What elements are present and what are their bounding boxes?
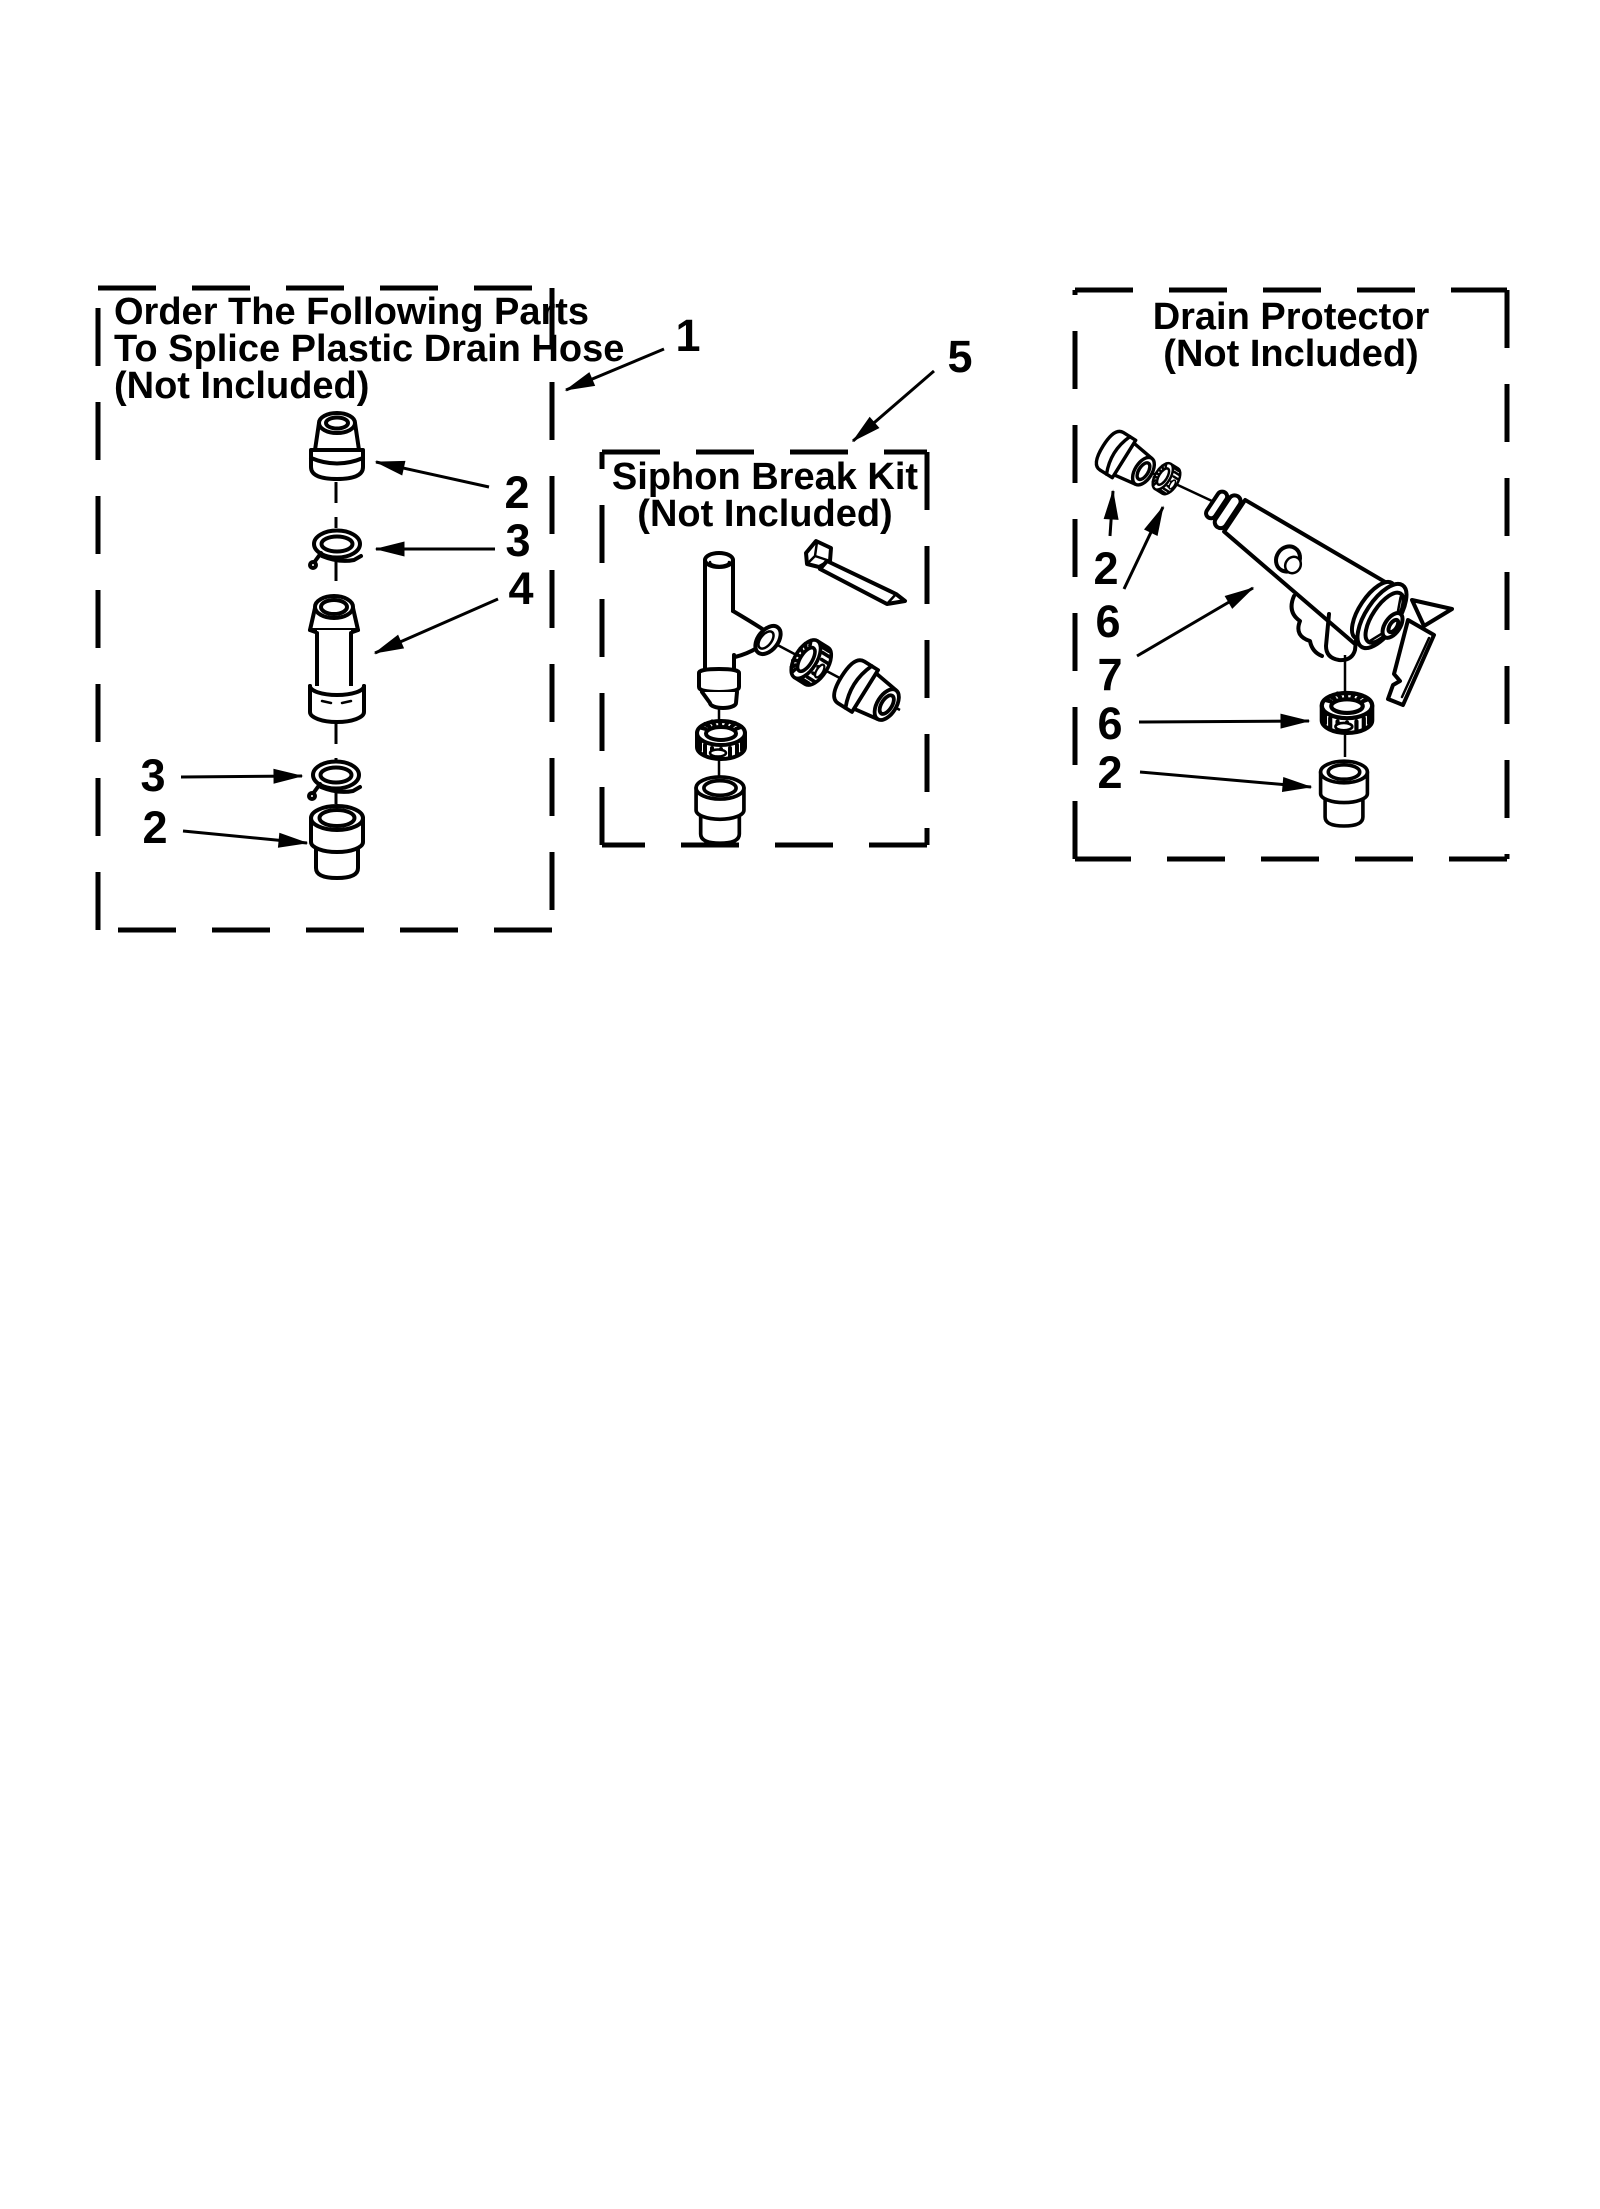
callout-1-label: 1 [675, 310, 701, 361]
part-ref-2-inlet: 2 [1093, 543, 1119, 594]
drain-hose-connector-bottom-drawing [311, 806, 363, 878]
callout-5 [853, 331, 973, 441]
part-ref-7: 7 [1097, 649, 1123, 700]
cable-tie-drawing [806, 541, 905, 604]
part-ref-2-top: 2 [504, 467, 530, 518]
part-ref-2-bottom: 2 [142, 802, 168, 853]
splice-box-title-line3: (Not Included) [114, 365, 370, 407]
siphon-clamp-bottom-drawing [697, 721, 745, 759]
drain-outlet-connector-drawing [1321, 761, 1368, 826]
arrow-to-inlet-connector [1110, 491, 1113, 536]
part-ref-6-inlet: 6 [1095, 596, 1121, 647]
drain-outlet-clamp-drawing [1322, 693, 1372, 733]
siphon-connector-bottom-drawing [696, 777, 744, 843]
arrow-to-inlet-clamp [1124, 507, 1163, 589]
part-ref-6-outlet: 6 [1097, 698, 1123, 749]
arrow-to-bottom-clamp [181, 776, 302, 777]
arrow-to-outlet-clamp [1139, 721, 1309, 722]
part-ref-3-top: 3 [505, 515, 531, 566]
siphon-clamp-diagonal-drawing [785, 635, 837, 690]
siphon-connector-diagonal-drawing [829, 655, 908, 730]
part-ref-3-bottom: 3 [140, 750, 166, 801]
drain-box-title-line1: Drain Protector [1152, 296, 1430, 338]
callout-5-label: 5 [947, 331, 973, 382]
drain-protector-body-drawing [1191, 477, 1452, 705]
arrow-to-bottom-connector [183, 831, 307, 843]
siphon-break-kit-box [602, 452, 927, 845]
splice-box-title-line1: Order The Following Parts [114, 291, 590, 333]
arrow-to-top-connector [376, 462, 489, 487]
arrow-to-siphon-box [853, 371, 934, 441]
drain-hose-connector-top-drawing [311, 413, 363, 479]
siphon-box-title-line2: (Not Included) [637, 493, 893, 535]
siphon-box-title-line1: Siphon Break Kit [611, 456, 919, 498]
drain-box-title-line2: (Not Included) [1163, 333, 1419, 375]
arrow-to-protector-body [1137, 588, 1253, 656]
part-ref-2-outlet: 2 [1097, 747, 1123, 798]
part-ref-4: 4 [508, 563, 534, 614]
siphon-break-tube-drawing [699, 553, 786, 708]
arrow-to-outlet-connector [1140, 772, 1311, 787]
splice-box-title-line2: To Splice Plastic Drain Hose [114, 328, 625, 370]
drain-protector-box [1075, 290, 1507, 859]
hose-coupling-drawing [310, 596, 364, 722]
arrow-to-coupling [375, 599, 498, 653]
splice-parts-box [98, 288, 624, 930]
